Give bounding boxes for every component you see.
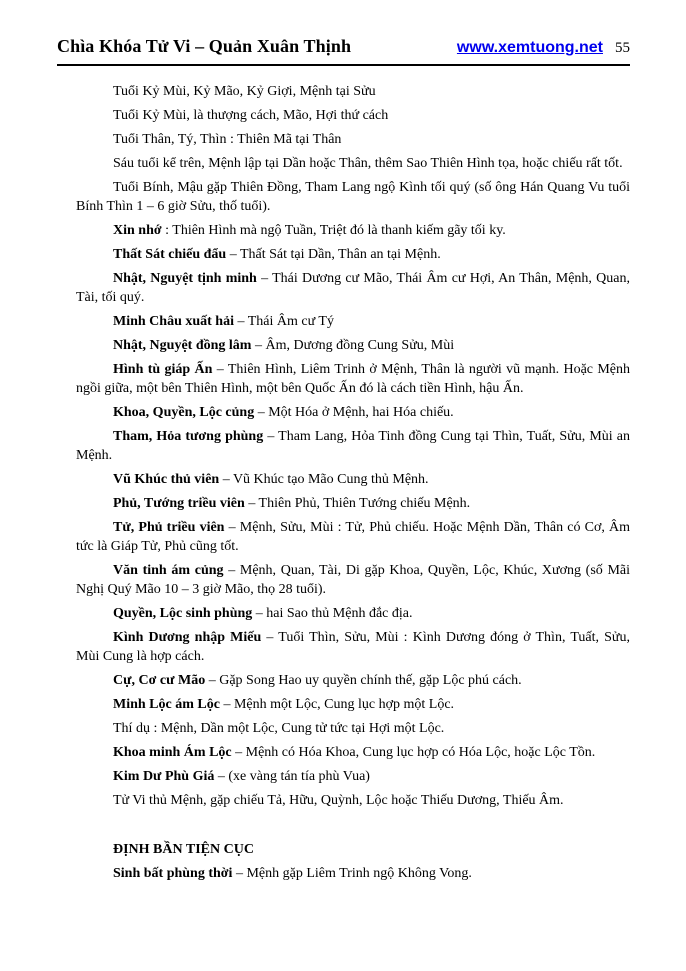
paragraph-lead: Minh Châu xuất hải xyxy=(113,314,234,329)
page-number: 55 xyxy=(615,40,630,56)
book-title: Chìa Khóa Tử Vi – Quản Xuân Thịnh xyxy=(57,36,352,56)
paragraph-text: Tuổi Bính, Mậu gặp Thiên Đồng, Tham Lang ngộ Kình tối quý (số ông Hán Quang Vu tuổi Bính Thìn 1 – 6 giờ Sửu, thố tuổi). xyxy=(76,180,630,214)
paragraph xyxy=(76,791,630,810)
paragraph-lead: Cự, Cơ cư Mão xyxy=(113,673,206,688)
paragraph xyxy=(76,518,630,556)
paragraph xyxy=(76,360,630,398)
document-body xyxy=(76,82,630,883)
paragraph xyxy=(76,470,630,489)
paragraph-text: – Thất Sát tại Dần, Thân an tại Mệnh. xyxy=(226,247,441,262)
paragraph xyxy=(76,403,630,422)
paragraph-text: – Thiên Phủ, Thiên Tướng chiếu Mệnh. xyxy=(244,496,471,511)
paragraph xyxy=(76,178,630,216)
paragraph xyxy=(76,427,630,465)
paragraph xyxy=(76,494,630,513)
paragraph xyxy=(76,221,630,240)
header-divider xyxy=(57,64,630,66)
paragraph xyxy=(76,82,630,101)
paragraph-lead: Xin nhớ xyxy=(113,223,162,238)
paragraph xyxy=(76,561,630,599)
page-header xyxy=(57,36,630,57)
paragraph xyxy=(76,336,630,355)
header-right xyxy=(457,39,630,57)
paragraph-text: Thí dụ : Mệnh, Dần một Lộc, Cung tử tức tại Hợi một Lộc. xyxy=(113,721,445,736)
paragraph xyxy=(76,864,630,883)
paragraph-text: – Một Hóa ở Mệnh, hai Hóa chiếu. xyxy=(254,405,454,420)
paragraph xyxy=(76,628,630,666)
paragraph-text: Tuổi Thân, Tý, Thìn : Thiên Mã tại Thân xyxy=(113,132,342,147)
paragraph-lead: Tham, Hỏa tương phùng xyxy=(113,429,264,444)
paragraph xyxy=(76,671,630,690)
paragraph xyxy=(76,269,630,307)
paragraph-text: Sáu tuổi kể trên, Mệnh lập tại Dần hoặc Thân, thêm Sao Thiên Hình tọa, hoặc chiếu rất tốt. xyxy=(113,156,623,171)
paragraph xyxy=(76,245,630,264)
paragraph-text: – Tuổi Thìn, Sửu, Mùi : Kình Dương đóng ở Thìn, Tuất, Sửu, Mùi Cung là hợp cách. xyxy=(76,630,630,664)
paragraph-lead: Minh Lộc ám Lộc xyxy=(113,697,220,712)
paragraph-lead: Nhật, Nguyệt tịnh minh xyxy=(113,271,257,286)
paragraph-lead: Khoa minh Ám Lộc xyxy=(113,745,232,760)
site-link[interactable]: www.xemtuong.net xyxy=(456,39,603,56)
paragraph-text: – Mệnh, Sửu, Mùi : Tử, Phủ chiếu. Hoặc Mệnh Dần, Thân có Cơ, Âm tức là Giáp Tử, Phủ cũng tốt. xyxy=(76,520,630,554)
paragraph-text: – Mệnh, Quan, Tài, Di gặp Khoa, Quyền, Lộc, Khúc, Xương (số Mãi Nghị Quý Mão 10 – 3 giờ Mão, thọ 28 tuổi). xyxy=(76,563,631,597)
paragraph-lead: Thất Sát chiếu đẩu xyxy=(113,247,227,262)
paragraph-text: Tuổi Kỷ Mùi, Kỷ Mão, Kỷ Giợi, Mệnh tại Sửu xyxy=(113,84,376,99)
paragraph-text: – Mệnh có Hóa Khoa, Cung lục hợp có Hóa Lộc, hoặc Lộc Tồn. xyxy=(231,745,596,760)
paragraph-text: – Vũ Khúc tạo Mão Cung thủ Mệnh. xyxy=(219,472,429,487)
paragraph-lead: Phủ, Tướng triều viên xyxy=(113,496,245,511)
paragraph xyxy=(76,767,630,786)
paragraph-lead: Kình Dương nhập Miếu xyxy=(113,630,262,645)
section-heading xyxy=(76,840,630,859)
paragraph xyxy=(76,312,630,331)
paragraph-text: – Thiên Hình, Liêm Trinh ở Mệnh, Thân là người vũ mạnh. Hoặc Mệnh ngồi giữa, một bên Thiên Hình, một bên Quốc Ấn đó là cách tiền Hình, hậu Ấn. xyxy=(76,362,631,396)
paragraph-text: – Gặp Song Hao uy quyền chính thế, gặp Lộc phú cách. xyxy=(205,673,522,688)
paragraph-text: ĐỊNH BẦN TIỆN CỤC xyxy=(113,842,254,857)
paragraph-text: – Âm, Dương đồng Cung Sửu, Mùi xyxy=(251,338,455,353)
paragraph xyxy=(76,130,630,149)
paragraph-text: – Mệnh gặp Liêm Trinh ngộ Không Vong. xyxy=(232,866,472,881)
paragraph xyxy=(76,743,630,762)
paragraph xyxy=(76,106,630,125)
paragraph-lead: Sinh bất phùng thời xyxy=(113,866,233,881)
paragraph-text: Tuổi Kỷ Mùi, là thượng cách, Mão, Hợi thứ cách xyxy=(113,108,389,123)
paragraph-lead: Quyền, Lộc sinh phùng xyxy=(113,606,253,621)
paragraph-text: – Mệnh một Lộc, Cung lục hợp một Lộc. xyxy=(219,697,455,712)
paragraph-lead: Vũ Khúc thủ viên xyxy=(113,472,220,487)
paragraph-text: – Thái Dương cư Mão, Thái Âm cư Hợi, An Thân, Mệnh, Quan, Tài, tối quý. xyxy=(76,271,630,305)
paragraph-text: : Thiên Hình mà ngộ Tuần, Triệt đó là thanh kiếm gãy tối ky. xyxy=(161,223,506,238)
paragraph-lead: Khoa, Quyền, Lộc củng xyxy=(113,405,255,420)
paragraph-lead: Hình tù giáp Ấn xyxy=(113,362,213,377)
paragraph-text: – Tham Lang, Hỏa Tinh đồng Cung tại Thìn, Tuất, Sửu, Mùi an Mệnh. xyxy=(76,429,631,463)
paragraph-text: Tử Vi thủ Mệnh, gặp chiếu Tả, Hữu, Quỳnh, Lộc hoặc Thiếu Dương, Thiếu Âm. xyxy=(113,793,564,808)
paragraph-lead: Tử, Phủ triều viên xyxy=(113,520,225,535)
paragraph xyxy=(76,154,630,173)
paragraph-lead: Văn tinh ám củng xyxy=(113,563,224,578)
paragraph xyxy=(76,719,630,738)
paragraph-text: – hai Sao thủ Mệnh đắc địa. xyxy=(252,606,413,621)
paragraph-text: – Thái Âm cư Tý xyxy=(233,314,334,329)
paragraph xyxy=(76,695,630,714)
paragraph-lead: Kim Dư Phù Giá xyxy=(113,769,215,784)
paragraph-text: – (xe vàng tán tía phù Vua) xyxy=(214,769,370,784)
paragraph xyxy=(76,604,630,623)
paragraph-lead: Nhật, Nguyệt đồng lâm xyxy=(113,338,252,353)
